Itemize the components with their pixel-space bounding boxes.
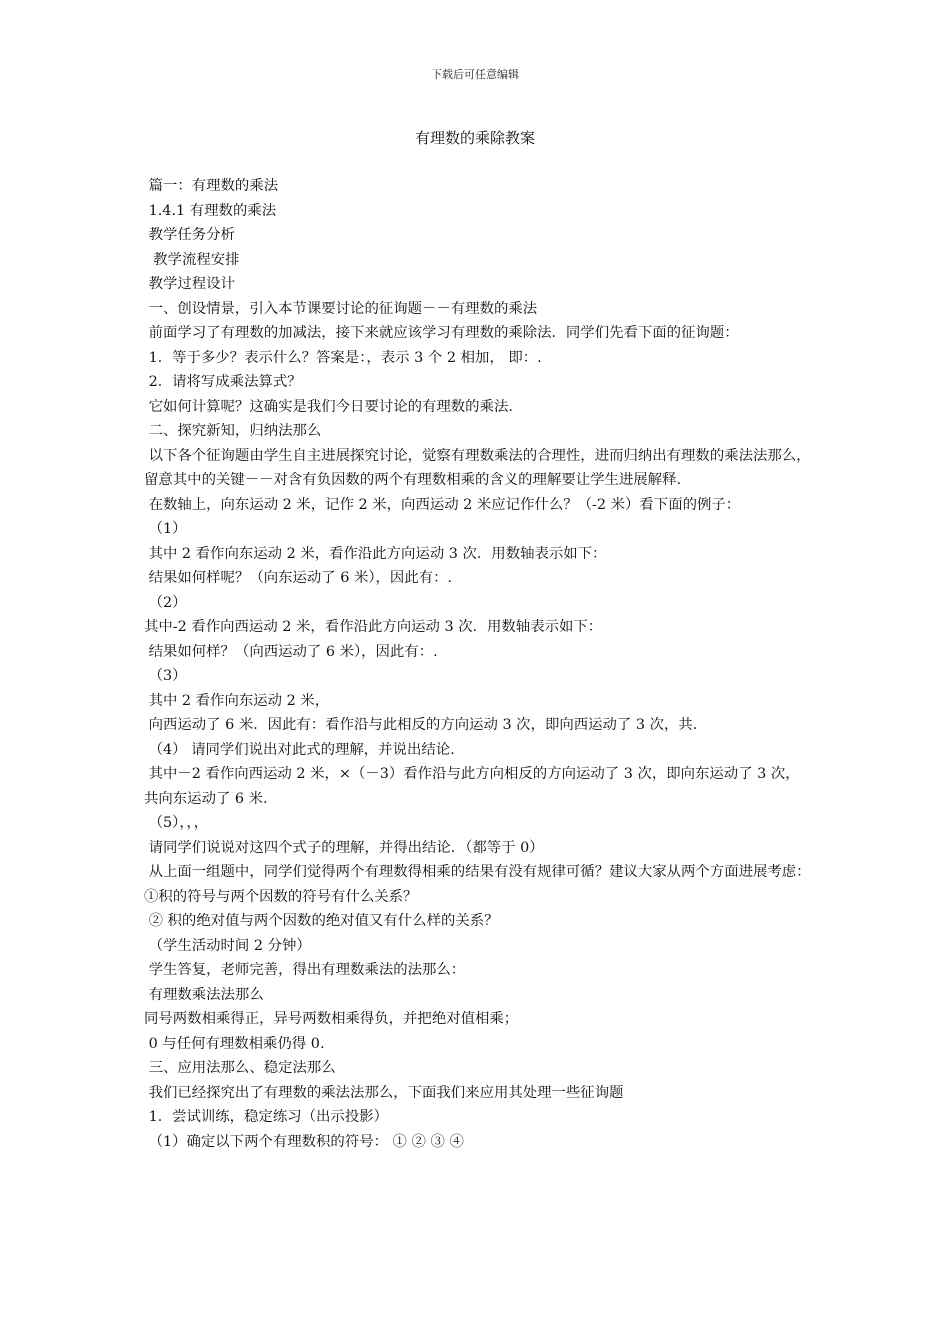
paragraph: 在数轴上，向东运动 2 米，记作 2 米，向西运动 2 米应记作什么？（-2 米）看下面的例子：: [144, 496, 741, 513]
paragraph: 其中 2 看作向东运动 2 米，看作沿此方向运动 3 次．用数轴表示如下：: [144, 545, 607, 562]
paragraph: 从上面一组题中，同学们觉得两个有理数得相乘的结果有没有规律可循？建议大家从两个方面进展考虑：①积的符号与两个因数的符号有什么关系？: [144, 864, 811, 905]
paragraph: 教学流程安排: [144, 251, 240, 268]
paragraph: 教学任务分析: [144, 227, 235, 243]
paragraph: 教学过程设计: [144, 276, 235, 292]
paragraph: 结果如何样？（向西运动了 6 米），因此有：.: [144, 643, 438, 660]
paragraph: 向西运动了 6 米．因此有：看作沿与此相反的方向运动 3 次，即向西运动了 3 次，共.: [144, 717, 698, 733]
paragraph: 二、探究新知，归纳法那么: [144, 423, 322, 439]
paragraph: 请同学们说说对这四个式子的理解，并得出结论．（都等于 0）: [144, 839, 544, 856]
paragraph: 1．尝试训练，稳定练习（出示投影）: [144, 1109, 388, 1125]
paragraph: 学生答复，老师完善，得出有理数乘法的法那么：: [144, 962, 466, 978]
paragraph: 三、应用法那么、稳定法那么: [144, 1060, 336, 1076]
paragraph: （学生活动时间 2 分钟）: [144, 937, 311, 954]
paragraph: 前面学习了有理数的加减法，接下来就应该学习有理数的乘除法．同学们先看下面的征询题：: [144, 325, 739, 341]
paragraph: 以下各个征询题由学生自主进展探究讨论，觉察有理数乘法的合理性，进而归纳出有理数的乘法法那么，留意其中的关键－－对含有负因数的两个有理数相乘的含义的理解要让学生进展解释.: [144, 447, 811, 488]
paragraph: 2．请将写成乘法算式？: [144, 374, 302, 390]
paragraph: （3）: [144, 668, 187, 684]
document-body: [144, 174, 812, 1154]
paragraph: 一、创设情景，引入本节课要讨论的征询题－－有理数的乘法: [144, 300, 538, 317]
paragraph: 它如何计算呢？这确实是我们今日要讨论的有理数的乘法.: [144, 398, 513, 415]
paragraph: 其中 2 看作向东运动 2 米，: [144, 692, 330, 709]
paragraph: 1．等于多少？表示什么？答案是：，表示 3 个 2 相加， 即：.: [144, 349, 542, 366]
paragraph: （5），，，: [144, 815, 209, 831]
section-heading: 篇一：有理数的乘法: [144, 178, 279, 194]
paragraph: （4） 请同学们说出对此式的理解，并说出结论.: [144, 741, 455, 758]
paragraph: （2）: [144, 594, 187, 611]
paragraph: 0 与任何有理数相乘仍得 0.: [144, 1035, 325, 1052]
paragraph: 其中－2 看作向西运动 2 米，×（－3）看作沿与此方向相反的方向运动了 3 次，即向东运动了 3 次，共向东运动了 6 米.: [144, 766, 800, 807]
paragraph: 我们已经探究出了有理数的乘法法那么，下面我们来应用其处理一些征询题: [144, 1084, 624, 1101]
section-subheading: 1.4.1 有理数的乘法: [144, 202, 277, 219]
paragraph: 其中-2 看作向西运动 2 米，看作沿此方向运动 3 次．用数轴表示如下：: [144, 619, 603, 635]
paragraph: 同号两数相乘得正，异号两数相乘得负，并把绝对值相乘；: [144, 1011, 519, 1027]
paragraph: 有理数乘法法那么: [144, 986, 264, 1003]
document-title: 有理数的乘除教案: [414, 129, 535, 147]
paragraph: ② 积的绝对值与两个因数的绝对值又有什么样的关系？: [144, 913, 499, 929]
paragraph: （1）确定以下两个有理数积的符号： ① ② ③ ④: [144, 1133, 464, 1150]
paragraph: 结果如何样呢？（向东运动了 6 米），因此有：.: [144, 570, 453, 586]
paragraph: （1）: [144, 521, 187, 537]
page-header-note: 下载后可任意编辑: [431, 68, 519, 81]
